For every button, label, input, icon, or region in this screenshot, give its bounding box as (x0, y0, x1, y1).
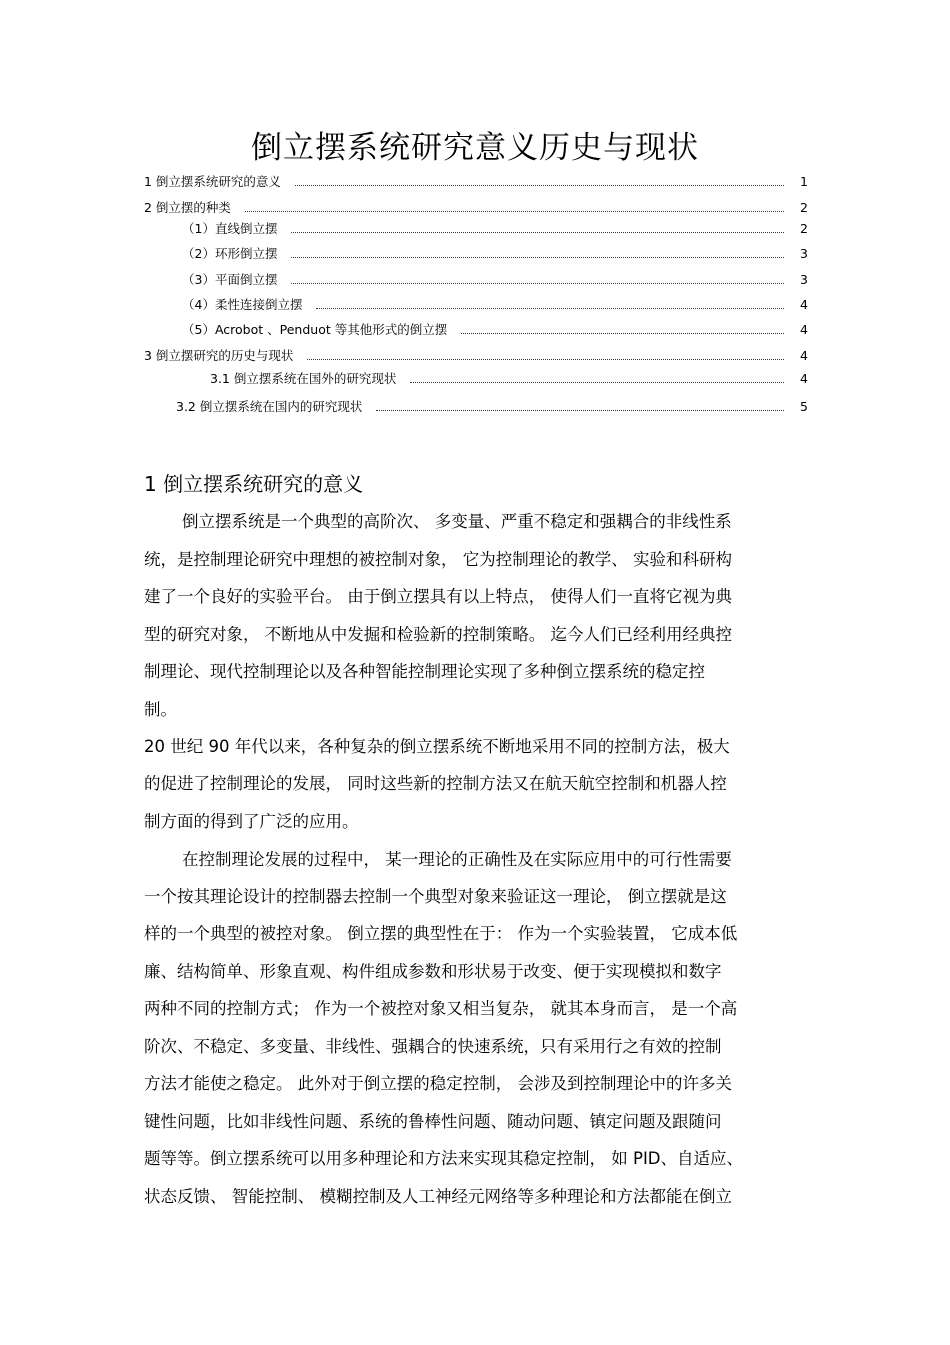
toc-entry-label: （3）平面倒立摆 (182, 272, 278, 287)
body-line: 倒立摆系统是一个典型的高阶次、 多变量、严重不稳定和强耦合的非线性系 (182, 512, 732, 531)
toc-leader-dots (245, 210, 784, 212)
toc-leader-dots (461, 332, 784, 334)
toc-entry-page: 3 (800, 272, 808, 287)
toc-leader-dots (307, 358, 784, 360)
document-title: 倒立摆系统研究意义历史与现状 (251, 130, 699, 166)
toc-entry-label: 3 倒立摆研究的历史与现状 (144, 348, 294, 363)
body-line: 一个按其理论设计的控制器去控制一个典型对象来验证这一理论， 倒立摆就是这 (144, 887, 727, 906)
body-line: 的促进了控制理论的发展， 同时这些新的控制方法又在航天航空控制和机器人控 (144, 774, 727, 793)
toc-entry-page: 4 (800, 322, 808, 337)
toc-entry[interactable] (182, 295, 808, 313)
toc-entry[interactable] (182, 270, 808, 288)
body-line: 建了一个良好的实验平台。 由于倒立摆具有以上特点， 使得人们一直将它视为典 (144, 587, 732, 606)
toc-leader-dots (376, 409, 784, 411)
toc-leader-dots (291, 256, 784, 258)
toc-entry-label: 3.1 倒立摆系统在国外的研究现状 (210, 371, 397, 386)
toc-entry[interactable] (144, 172, 808, 190)
body-line: 样的一个典型的被控对象。 倒立摆的典型性在于： 作为一个实验装置， 它成本低 (144, 924, 738, 943)
toc-leader-dots (410, 381, 784, 383)
toc-entry-page: 2 (800, 200, 808, 215)
toc-entry-page: 4 (800, 297, 808, 312)
toc-leader-dots (291, 231, 784, 233)
body-line: 廉、结构简单、形象直观、构件组成参数和形状易于改变、便于实现模拟和数字 (144, 962, 722, 981)
body-line: 阶次、不稳定、多变量、非线性、强耦合的快速系统，只有采用行之有效的控制 (144, 1037, 722, 1056)
toc-entry-page: 2 (800, 221, 808, 236)
toc-entry-label: （5）Acrobot 、Penduot 等其他形式的倒立摆 (182, 322, 448, 337)
toc-entry[interactable] (144, 198, 808, 216)
section-heading: 1 倒立摆系统研究的意义 (144, 472, 364, 496)
toc-leader-dots (291, 282, 784, 284)
toc-entry-label: （1）直线倒立摆 (182, 221, 278, 236)
body-line: 统，是控制理论研究中理想的被控制对象， 它为控制理论的教学、 实验和科研构 (144, 550, 732, 569)
toc-leader-dots (316, 307, 784, 309)
body-line: 20 世纪 90 年代以来，各种复杂的倒立摆系统不断地采用不同的控制方法，极大 (144, 737, 730, 756)
toc-entry[interactable] (210, 369, 808, 387)
toc-entry-page: 4 (800, 371, 808, 386)
toc-entry[interactable] (182, 320, 808, 338)
toc-entry-page: 1 (800, 174, 808, 189)
body-line: 两种不同的控制方式； 作为一个被控对象又相当复杂， 就其本身而言， 是一个高 (144, 999, 738, 1018)
toc-entry-label: 1 倒立摆系统研究的意义 (144, 174, 281, 189)
body-line: 方法才能使之稳定。 此外对于倒立摆的稳定控制， 会涉及到控制理论中的许多关 (144, 1074, 732, 1093)
body-line: 制理论、现代控制理论以及各种智能控制理论实现了多种倒立摆系统的稳定控 (144, 662, 705, 681)
toc-entry[interactable] (182, 219, 808, 237)
toc-entry-page: 3 (800, 246, 808, 261)
body-line: 型的研究对象， 不断地从中发掘和检验新的控制策略。 迄今人们已经利用经典控 (144, 625, 732, 644)
toc-entry-label: （2）环形倒立摆 (182, 246, 278, 261)
body-line: 制方面的得到了广泛的应用。 (144, 812, 359, 831)
toc-entry-label: 3.2 倒立摆系统在国内的研究现状 (176, 399, 363, 414)
toc-entry-page: 5 (800, 399, 808, 414)
body-line: 在控制理论发展的过程中， 某一理论的正确性及在实际应用中的可行性需要 (182, 850, 732, 869)
toc-entry-label: 2 倒立摆的种类 (144, 200, 231, 215)
toc-leader-dots (295, 184, 784, 186)
toc-entry[interactable] (182, 244, 808, 262)
toc-entry[interactable] (176, 397, 808, 415)
body-line: 状态反馈、 智能控制、 模糊控制及人工神经元网络等多种理论和方法都能在倒立 (144, 1187, 732, 1206)
toc-entry[interactable] (144, 346, 808, 364)
body-line: 键性问题，比如非线性问题、系统的鲁棒性问题、随动问题、镇定问题及跟随问 (144, 1112, 722, 1131)
body-line: 制。 (144, 700, 177, 719)
toc-entry-page: 4 (800, 348, 808, 363)
body-line: 题等等。倒立摆系统可以用多种理论和方法来实现其稳定控制， 如 PID、自适应、 (144, 1149, 744, 1168)
toc-entry-label: （4）柔性连接倒立摆 (182, 297, 303, 312)
